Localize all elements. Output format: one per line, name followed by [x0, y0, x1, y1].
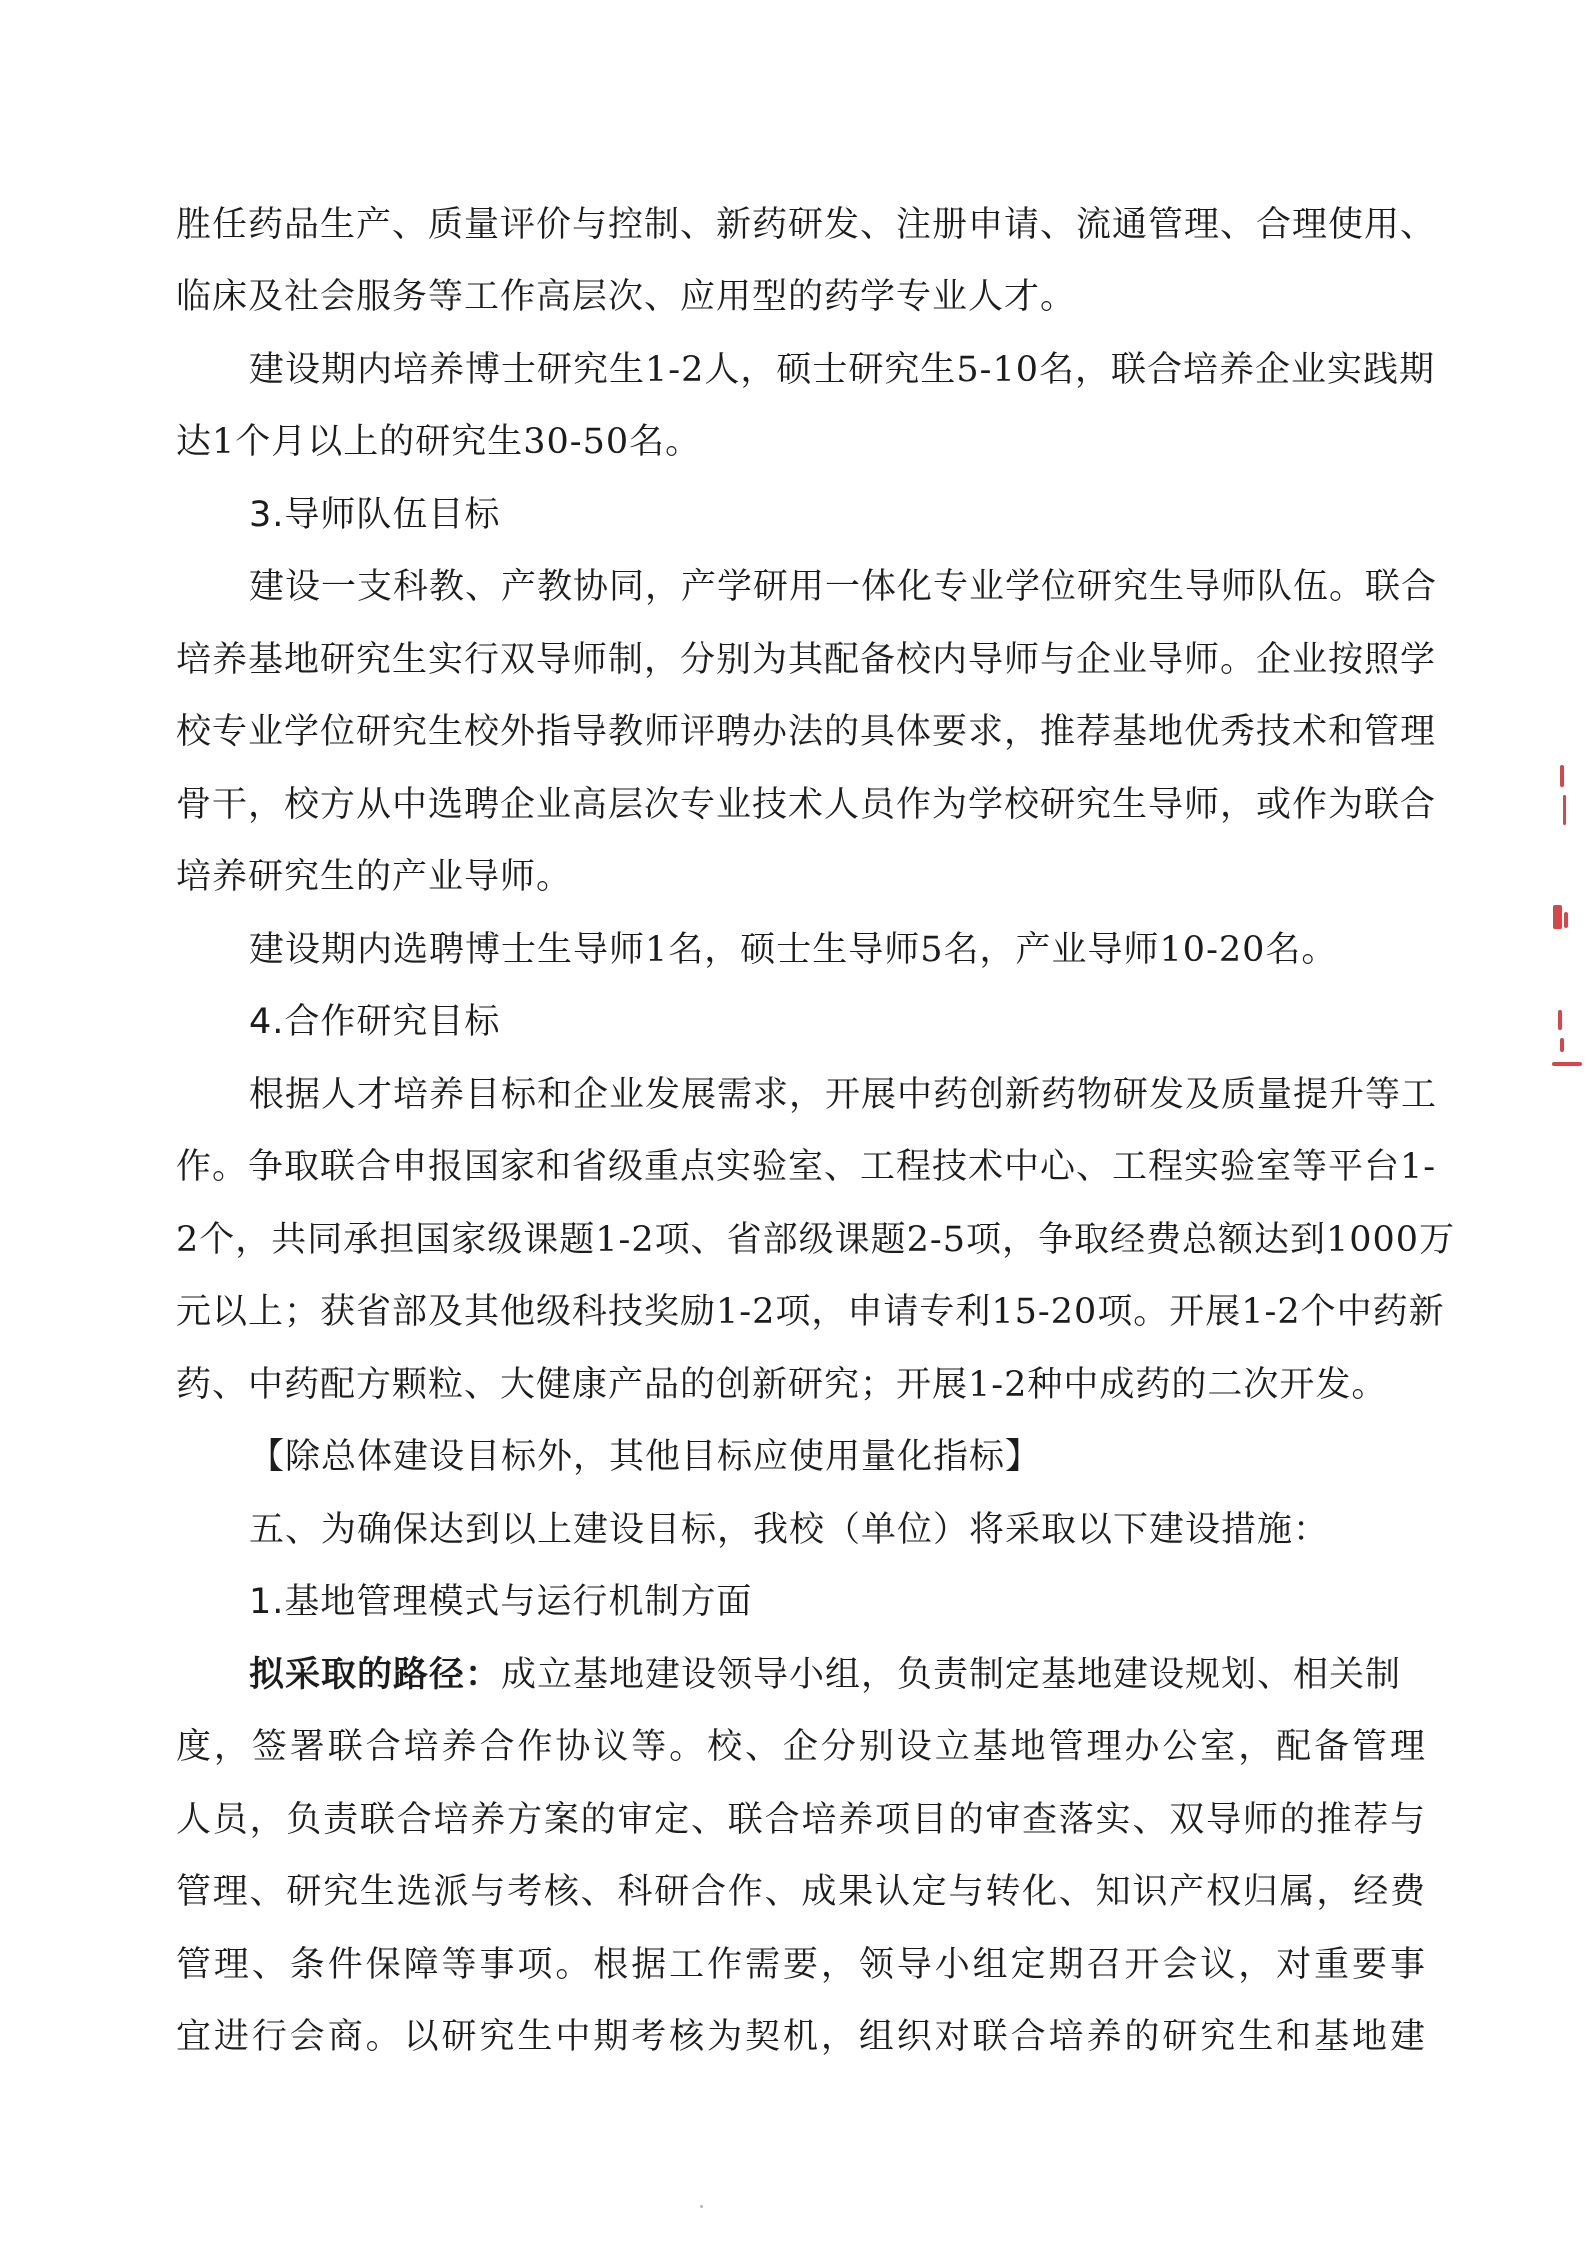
bold-label: 拟采取的路径： — [249, 1654, 502, 1695]
text-line: 根据人才培养目标和企业发展需求，开展中药创新药物研发及质量提升等工 — [249, 1075, 1438, 1115]
text-line — [249, 1650, 1401, 1700]
text-line: 度，签署联合培养合作协议等。校、企分别设立基地管理办公室，配备管理 — [176, 1727, 1426, 1767]
text-run: 成立基地建设领导小组，负责制定基地建设规划、相关制 — [501, 1655, 1402, 1695]
instruction-note: 【除总体建设目标外，其他目标应使用量化指标】 — [249, 1437, 1042, 1477]
subsection-heading: 1.基地管理模式与运行机制方面 — [249, 1582, 753, 1622]
text-line: 培养研究生的产业导师。 — [176, 857, 573, 897]
text-line: 胜任药品生产、质量评价与控制、新药研发、注册申请、流通管理、合理使用、 — [176, 205, 1437, 245]
text-line: 校专业学位研究生校外指导教师评聘办法的具体要求，推荐基地优秀技术和管理 — [176, 712, 1437, 752]
text-line: 作。争取联合申报国家和省级重点实验室、工程技术中心、工程实验室等平台1- — [176, 1147, 1437, 1187]
section-heading: 4.合作研究目标 — [249, 1002, 501, 1042]
section-heading: 3.导师队伍目标 — [249, 495, 501, 535]
text-line: 建设一支科教、产教协同，产学研用一体化专业学位研究生导师队伍。联合 — [249, 567, 1438, 607]
scan-speck — [700, 2205, 703, 2208]
text-line: 建设期内培养博士研究生1-2人，硕士研究生5-10名，联合培养企业实践期 — [249, 350, 1435, 390]
text-line: 2个，共同承担国家级课题1-2项、省部级课题2-5项，争取经费总额达到1000万 — [176, 1220, 1456, 1260]
text-line: 药、中药配方颗粒、大健康产品的创新研究；开展1-2种中成药的二次开发。 — [176, 1365, 1388, 1405]
text-line: 人员，负责联合培养方案的审定、联合培养项目的审查落实、双导师的推荐与 — [176, 1800, 1426, 1840]
text-line: 建设期内选聘博士生导师1名，硕士生导师5名，产业导师10-20名。 — [249, 930, 1338, 970]
text-line: 元以上；获省部及其他级科技奖励1-2项，申请专利15-20项。开展1-2个中药新 — [176, 1292, 1445, 1332]
section-heading: 五、为确保达到以上建设目标，我校（单位）将采取以下建设措施： — [249, 1510, 1330, 1550]
text-line: 培养基地研究生实行双导师制，分别为其配备校内导师与企业导师。企业按照学 — [176, 640, 1437, 680]
text-line: 临床及社会服务等工作高层次、应用型的药学专业人才。 — [176, 277, 1077, 317]
text-line: 管理、研究生选派与考核、科研合作、成果认定与转化、知识产权归属，经费 — [176, 1872, 1426, 1912]
text-line: 达1个月以上的研究生30-50名。 — [176, 422, 702, 462]
text-line: 骨干，校方从中选聘企业高层次专业技术人员作为学校研究生导师，或作为联合 — [176, 785, 1437, 825]
text-line: 宜进行会商。以研究生中期考核为契机，组织对联合培养的研究生和基地建 — [176, 2017, 1426, 2057]
text-line: 管理、条件保障等事项。根据工作需要，领导小组定期召开会议，对重要事 — [176, 1945, 1426, 1985]
